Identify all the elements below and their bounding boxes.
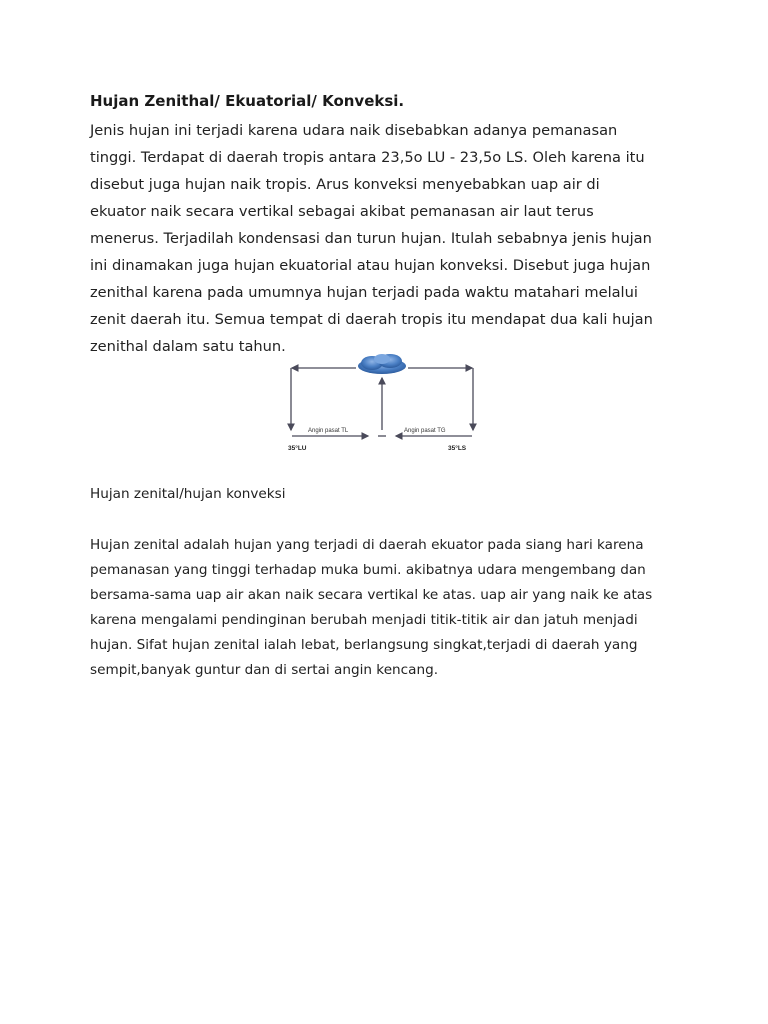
paragraph-line: hujan. Sifat hujan zenital ialah lebat, berlangsung singkat,terjadi di daerah yang bbox=[90, 637, 638, 653]
paragraph-2 bbox=[90, 533, 690, 683]
paragraph-line: tinggi. Terdapat di daerah tropis antara 23,5o LU - 23,5o LS. Oleh karena itu bbox=[90, 149, 645, 166]
paragraph-1 bbox=[90, 117, 690, 360]
convection-rain-diagram bbox=[284, 352, 480, 456]
paragraph-line: sempit,banyak guntur dan di sertai angin kencang. bbox=[90, 662, 439, 678]
paragraph-line: ekuator naik secara vertikal sebagai akibat pemanasan air laut terus bbox=[90, 203, 594, 220]
paragraph-line: Jenis hujan ini terjadi karena udara naik disebabkan adanya pemanasan bbox=[90, 122, 618, 139]
paragraph-line: menerus. Terjadilah kondensasi dan turun hujan. Itulah sebabnya jenis hujan bbox=[90, 230, 652, 247]
left-latitude-label: 35°LU bbox=[288, 445, 307, 452]
paragraph-line: ini dinamakan juga hujan ekuatorial atau hujan konveksi. Disebut juga hujan bbox=[90, 257, 651, 274]
figure-caption: Hujan zenital/hujan konveksi bbox=[90, 486, 286, 502]
paragraph-line: karena mengalami pendinginan berubah menjadi titik-titik air dan jatuh menjadi bbox=[90, 612, 638, 628]
paragraph-line: zenit daerah itu. Semua tempat di daerah tropis itu mendapat dua kali hujan bbox=[90, 311, 653, 328]
right-latitude-label: 35°LS bbox=[448, 445, 467, 452]
left-wind-label: Angin pasat TL bbox=[308, 428, 349, 434]
right-wind-label: Angin pasat TG bbox=[404, 428, 446, 434]
paragraph-line: zenithal karena pada umumnya hujan terjadi pada waktu matahari melalui bbox=[90, 284, 638, 301]
cloud-icon bbox=[358, 354, 406, 374]
paragraph-line: Hujan zenital adalah hujan yang terjadi di daerah ekuator pada siang hari karena bbox=[90, 537, 644, 553]
paragraph-line: pemanasan yang tinggi terhadap muka bumi. akibatnya udara mengembang dan bbox=[90, 562, 646, 578]
paragraph-line: zenithal dalam satu tahun. bbox=[90, 338, 286, 355]
paragraph-line: bersama-sama uap air akan naik secara vertikal ke atas. uap air yang naik ke atas bbox=[90, 587, 653, 603]
document-heading: Hujan Zenithal/ Ekuatorial/ Konveksi. bbox=[90, 92, 405, 110]
paragraph-line: disebut juga hujan naik tropis. Arus konveksi menyebabkan uap air di bbox=[90, 176, 600, 193]
